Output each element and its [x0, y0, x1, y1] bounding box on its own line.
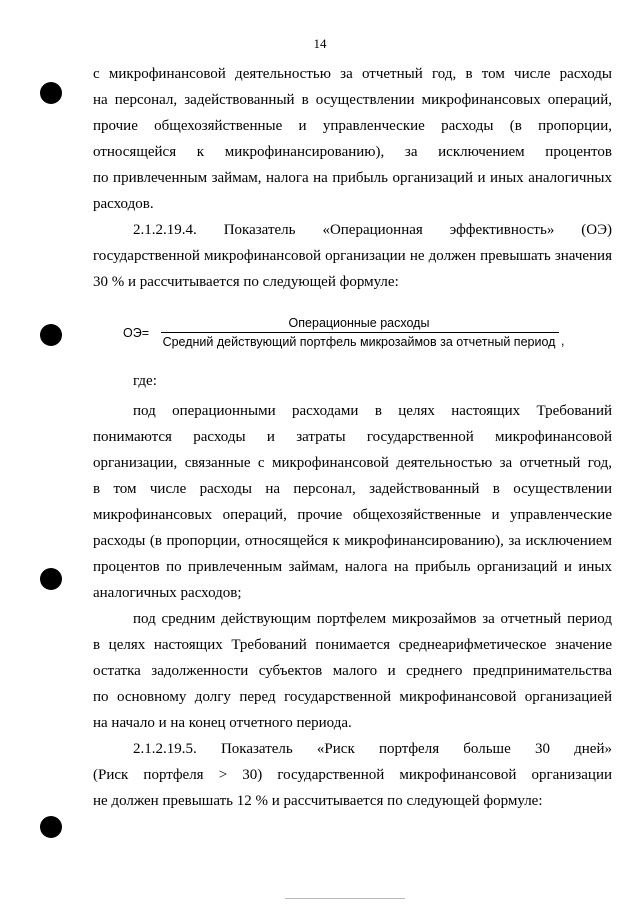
text-line: аналогичных расходов;: [93, 585, 242, 601]
paragraph-continuation: [93, 61, 612, 217]
scan-artifact: [285, 898, 405, 899]
definition-average-portfolio: [93, 606, 612, 736]
punch-hole-3: [40, 568, 62, 590]
text-line: расходов.: [93, 196, 154, 212]
page-number: 14: [313, 36, 327, 51]
fraction-bar: [161, 332, 559, 333]
text-line: остатка задолженности субъектов малого и среднего предпринимательства: [93, 663, 612, 679]
formula-operational-efficiency: [123, 318, 583, 352]
punch-hole-2: [40, 324, 62, 346]
text-line: под средним действующим портфелем микрозаймов за отчетный период: [133, 611, 612, 627]
text-line: на персонал, задействованный в осуществлении микрофинансовых операций,: [93, 92, 612, 108]
text-line: прочие общехозяйственные и управленческие расходы (в пропорции,: [93, 118, 612, 134]
text-line: по привлеченным займам, налога на прибыль организаций и иных аналогичных: [93, 170, 612, 186]
text-line: государственной микрофинансовой организации не должен превышать значения: [93, 248, 612, 264]
text-line: в том числе расходы на персонал, задействованный в осуществлении: [93, 481, 612, 497]
text-line: организации, связанные с микрофинансовой деятельностью за отчетный год,: [93, 455, 612, 471]
clause-2-1-2-19-5: [93, 736, 612, 814]
clause-2-1-2-19-4: [93, 217, 612, 295]
formula-numerator: Операционные расходы: [288, 316, 430, 330]
text-line: 2.1.2.19.4. Показатель «Операционная эффективность» (ОЭ): [133, 222, 612, 238]
text-line: по основному долгу перед государственной микрофинансовой организацией: [93, 689, 612, 705]
text-line: на начало и на конец отчетного периода.: [93, 715, 352, 731]
text-line: расходы (в пропорции, относящейся к микрофинансированию), за исключением: [93, 533, 612, 549]
definition-operating-expenses: [93, 398, 612, 606]
punch-hole-4: [40, 816, 62, 838]
text-line: процентов по привлеченным займам, налога на прибыль организаций и иных: [93, 559, 612, 575]
text-line: с микрофинансовой деятельностью за отчетный год, в том числе расходы: [93, 66, 612, 82]
text-line: относящейся к микрофинансированию), за исключением процентов: [93, 144, 612, 160]
text-line: (Риск портфеля > 30) государственной микрофинансовой организации: [93, 767, 612, 783]
text-line: 2.1.2.19.5. Показатель «Риск портфеля больше 30 дней»: [133, 741, 612, 757]
formula-denominator: Средний действующий портфель микрозаймов за отчетный период: [162, 335, 556, 349]
text-line: в целях настоящих Требований понимается среднеарифметическое значение: [93, 637, 612, 653]
where-label: где:: [133, 373, 157, 389]
formula-trailing-comma: ,: [561, 334, 565, 348]
text-line: понимаются расходы и затраты государственной микрофинансовой: [93, 429, 612, 445]
text-line: не должен превышать 12 % и рассчитывается по следующей формуле:: [93, 793, 543, 809]
punch-hole-1: [40, 82, 62, 104]
text-line: под операционными расходами в целях настоящих Требований: [133, 403, 612, 419]
text-line: микрофинансовых операций, прочие общехозяйственные и управленческие: [93, 507, 612, 523]
text-line: 30 % и рассчитывается по следующей формуле:: [93, 274, 399, 290]
formula-lhs: ОЭ=: [123, 326, 150, 340]
